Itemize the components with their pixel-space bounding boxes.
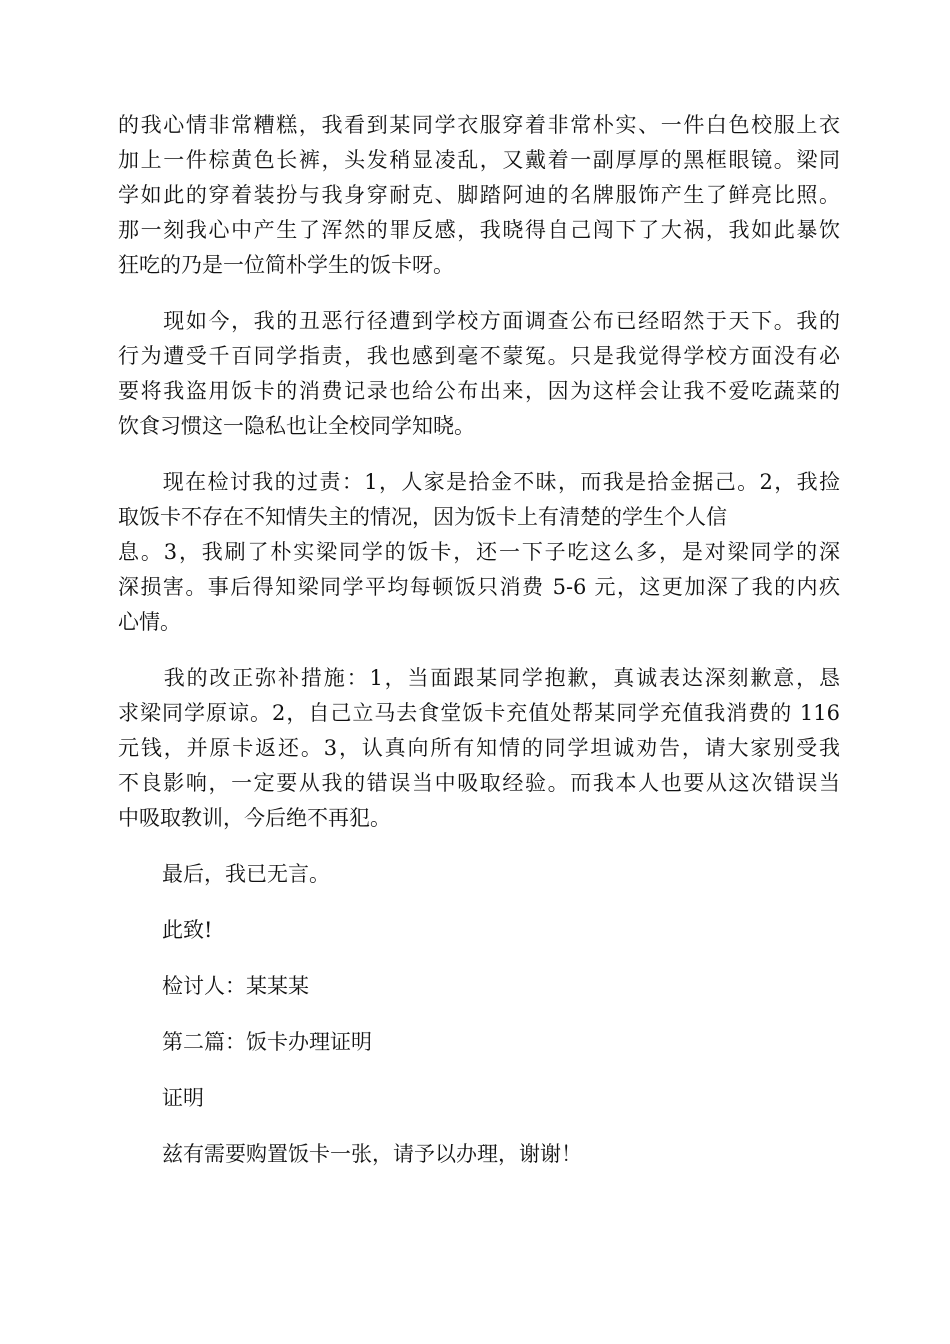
text-line: 狂吃的乃是一位简朴学生的饭卡呀。 [118,253,454,277]
text-line: 深损害。事后得知梁同学平均每顿饭只消费 5-6 元，这更加深了我的内疚 [118,575,840,599]
section-title: 第二篇：饭卡办理证明 [162,1030,372,1054]
paragraph-2 [118,304,840,444]
text-line: 加上一件棕黄色长裤，头发稍显凌乱，又戴着一副厚厚的黑框眼镜。梁同 [118,148,840,172]
document-page [118,108,840,1172]
text-line: 现如今，我的丑恶行径遭到学校方面调查公布已经昭然于天下。我的 [118,309,840,333]
text-line: 那一刻我心中产生了浑然的罪反感，我晓得自己闯下了大祸，我如此暴饮 [118,218,840,242]
text-line: 取饭卡不存在不知情失主的情况，因为饭卡上有清楚的学生个人信 [118,505,727,529]
signer: 检讨人：某某某 [162,974,309,998]
certificate-title: 证明 [162,1086,204,1110]
salutation: 此致! [162,918,213,942]
text-line: 心情。 [118,610,181,634]
text-line: 中吸取教训，今后绝不再犯。 [118,806,391,830]
final-words: 最后，我已无言。 [162,862,330,886]
text-line: 现在检讨我的过责：1，人家是拾金不昧，而我是拾金据己。2，我捡 [118,470,840,494]
text-line: 我的改正弥补措施：1，当面跟某同学抱歉，真诚表达深刻歉意，恳 [118,666,840,690]
paragraph-3 [118,465,840,640]
text-line: 要将我盗用饭卡的消费记录也给公布出来，因为这样会让我不爱吃蔬菜的 [118,379,840,403]
certificate-body: 兹有需要购置饭卡一张，请予以办理，谢谢！ [162,1142,582,1166]
paragraph-1 [118,108,840,283]
text-line: 息。3，我刷了朴实梁同学的饭卡，还一下子吃这么多，是对梁同学的深 [118,540,840,564]
text-line: 不良影响，一定要从我的错误当中吸取经验。而我本人也要从这次错误当 [118,771,840,795]
text-line: 的我心情非常糟糕，我看到某同学衣服穿着非常朴实、一件白色校服上衣 [118,113,840,137]
text-line: 学如此的穿着装扮与我身穿耐克、脚踏阿迪的名牌服饰产生了鲜亮比照。 [118,183,840,207]
text-line: 元钱，并原卡返还。3，认真向所有知情的同学坦诚劝告，请大家别受我 [118,736,840,760]
text-line: 行为遭受千百同学指责，我也感到毫不蒙冤。只是我觉得学校方面没有必 [118,344,840,368]
text-line: 求梁同学原谅。2，自己立马去食堂饭卡充值处帮某同学充值我消费的 116 [118,701,840,725]
paragraph-4 [118,661,840,836]
text-line: 饮食习惯这一隐私也让全校同学知晓。 [118,414,475,438]
